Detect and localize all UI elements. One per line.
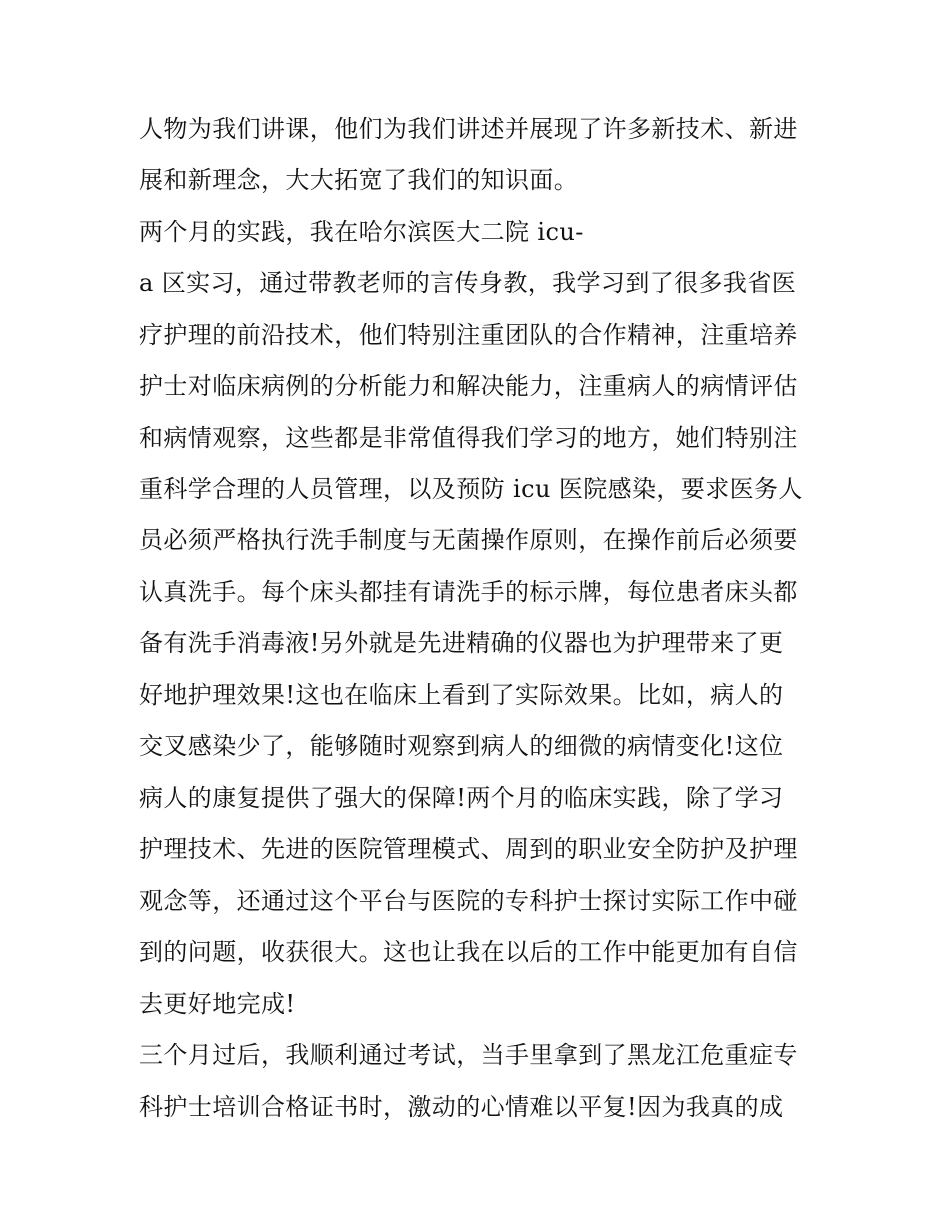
text-line: 展和新理念，大大拓宽了我们的知识面。 <box>139 166 579 194</box>
text-line: 观念等，还通过这个平台与医院的专科护士探讨实际工作中碰 <box>139 887 798 915</box>
text-line: 员必须严格执行洗手制度与无菌操作原则，在操作前后必须要 <box>139 526 798 554</box>
text-line: 科护士培训合格证书时，激动的心情难以平复!因为我真的成 <box>139 1093 784 1121</box>
text-line: 好地护理效果!这也在临床上看到了实际效果。比如，病人的 <box>139 681 784 709</box>
text-line: 病人的康复提供了强大的保障!两个月的临床实践，除了学习 <box>139 784 784 812</box>
text-line: 人物为我们讲课，他们为我们讲述并展现了许多新技术、新进 <box>139 115 798 143</box>
text-line: 重科学合理的人员管理，以及预防 icu 医院感染，要求医务人 <box>139 475 803 503</box>
text-line: 认真洗手。每个床头都挂有请洗手的标示牌，每位患者床头都 <box>139 578 798 606</box>
text-line: 护理技术、先进的医院管理模式、周到的职业安全防护及护理 <box>139 835 798 863</box>
text-line: 交叉感染少了，能够随时观察到病人的细微的病情变化!这位 <box>139 732 784 760</box>
text-line: 去更好地完成! <box>139 990 296 1018</box>
text-line: 三个月过后，我顺利通过考试，当手里拿到了黑龙江危重症专 <box>139 1041 798 1069</box>
text-line: 疗护理的前沿技术，他们特别注重团队的合作精神，注重培养 <box>139 321 798 349</box>
text-line: 护士对临床病例的分析能力和解决能力，注重病人的病情评估 <box>139 372 798 400</box>
text-line: 两个月的实践，我在哈尔滨医大二院 icu- <box>139 218 584 246</box>
text-line: 备有洗手消毒液!另外就是先进精确的仪器也为护理带来了更 <box>139 629 784 657</box>
text-line: 到的问题，收获很大。这也让我在以后的工作中能更加有自信 <box>139 938 798 966</box>
text-line: 和病情观察，这些都是非常值得我们学习的地方，她们特别注 <box>139 424 798 452</box>
text-line: a 区实习，通过带教老师的言传身教，我学习到了很多我省医 <box>139 269 797 297</box>
